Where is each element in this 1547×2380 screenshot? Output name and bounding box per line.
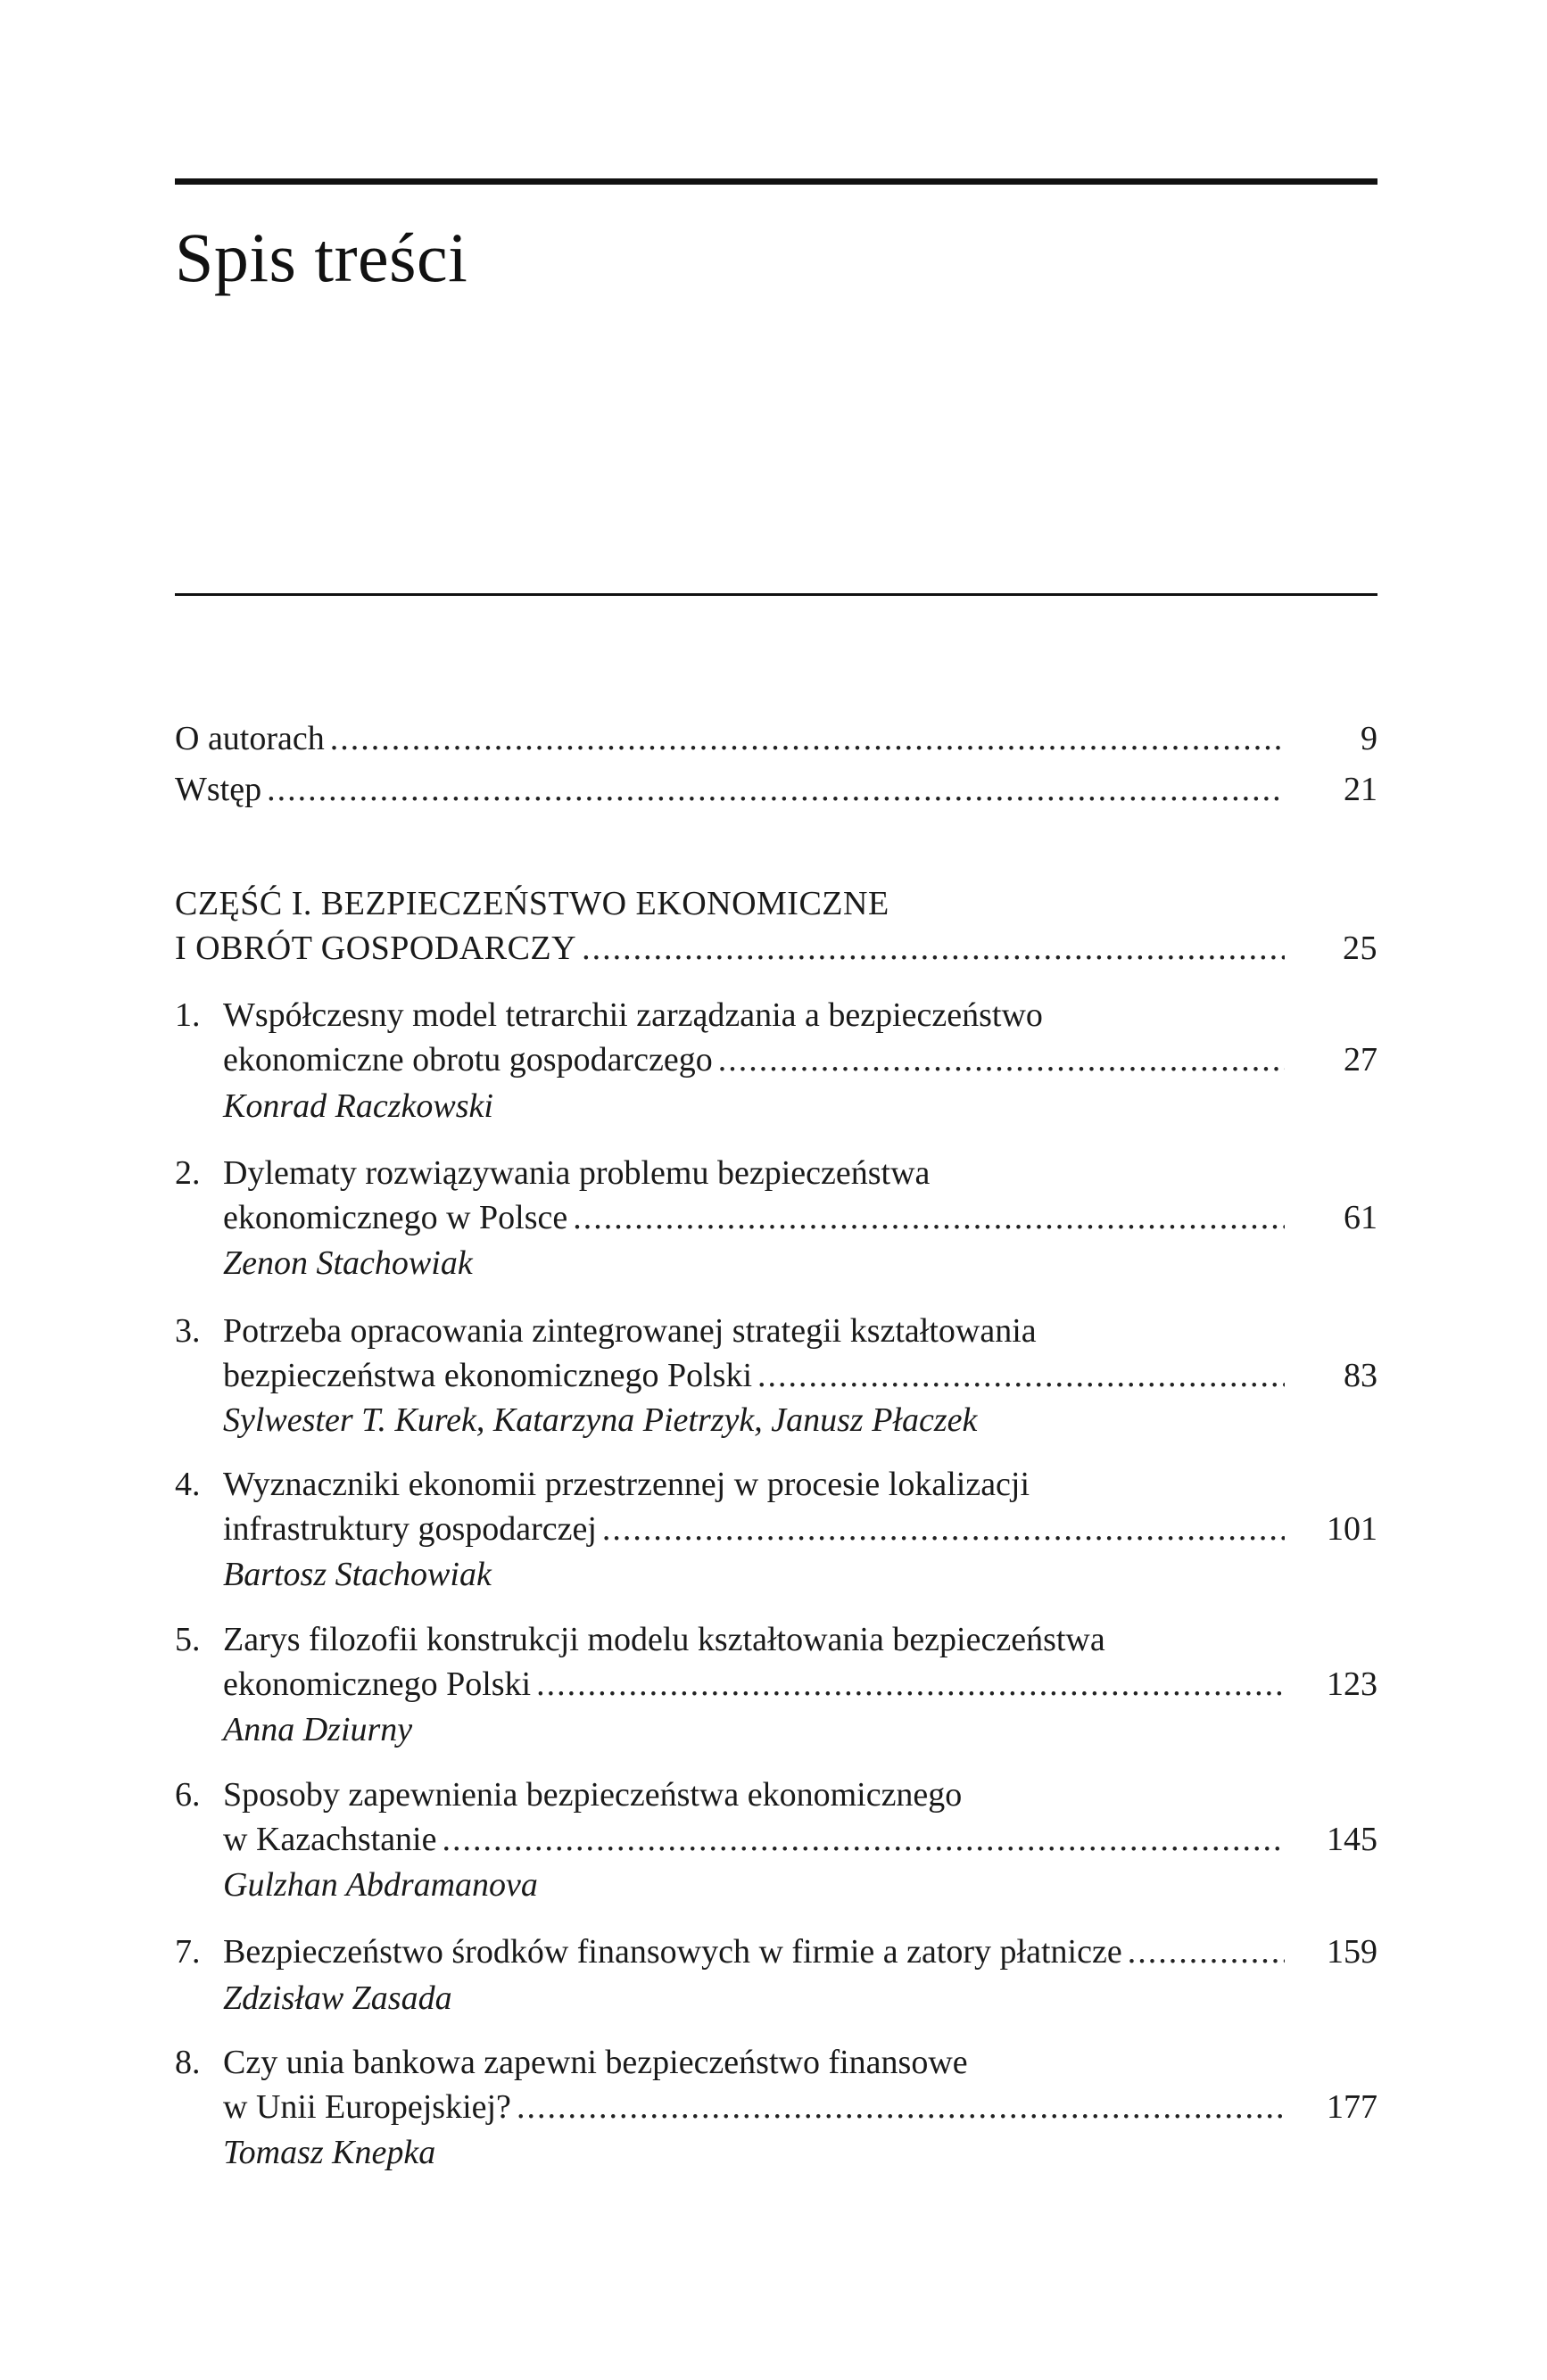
chapter-page: 61 [1344,1199,1377,1236]
chapter-title-line2-row [223,1040,1377,1087]
chapter-number: 2. [175,1154,201,1192]
chapter-title-line1: Sposoby zapewnienia bezpieczeństwa ekonomicznego [223,1776,963,1814]
chapter-title-line1: Zarys filozofii konstrukcji modelu kształtowania bezpieczeństwa [223,1621,1105,1658]
top-rule [175,178,1377,185]
chapter-number: 3. [175,1312,201,1350]
leader-dots [330,719,1285,758]
toc-entry-label: Wstęp [175,771,262,808]
chapter-page: 123 [1327,1665,1377,1703]
chapter-title-line2-row [223,1820,1377,1866]
toc-entry-label: O autorach [175,720,325,757]
chapter-author: Zenon Stachowiak [223,1244,473,1282]
leader-dots [536,1665,1285,1704]
toc-entry-part-1[interactable] [175,929,1377,975]
part-title-line1: CZĘŚĆ I. BEZPIECZEŃSTWO EKONOMICZNE [175,885,889,922]
chapter-author: Zdzisław Zasada [223,1979,452,2017]
chapter-title-line2: ekonomicznego Polski [223,1665,532,1703]
leader-dots [757,1356,1285,1395]
chapter-page: 27 [1344,1041,1377,1078]
chapter-title-line1: Bezpieczeństwo środków finansowych w firmie a zatory płatnicze [223,1933,1122,1971]
chapter-author: Bartosz Stachowiak [223,1556,492,1593]
chapter-title-line2-row [223,1198,1377,1244]
chapter-author: Anna Dziurny [223,1711,413,1748]
chapter-title-line2: infrastruktury gospodarczej [223,1510,597,1548]
chapter-title-line1: Współczesny model tetrarchii zarządzania a bezpieczeństwo [223,996,1043,1034]
leader-dots [267,770,1285,809]
chapter-number: 4. [175,1466,201,1503]
leader-dots [602,1509,1285,1549]
chapter-number: 6. [175,1776,201,1814]
chapter-title-line2: w Kazachstanie [223,1821,437,1858]
leader-dots [517,2087,1285,2127]
chapter-title-line2: ekonomicznego w Polsce [223,1199,568,1236]
toc-entry-o-autorach[interactable] [175,719,1377,765]
toc-entry-page: 25 [1343,930,1377,967]
toc-entry-wstep[interactable] [175,770,1377,816]
chapter-title-line1: Dylematy rozwiązywania problemu bezpieczeństwa [223,1154,931,1192]
chapter-author: Tomasz Knepka [223,2134,436,2171]
toc-entry-page: 21 [1344,771,1377,808]
section-rule [175,593,1377,596]
toc-entry-page: 9 [1361,720,1377,757]
chapter-title-line2-row [223,2087,1377,2134]
page-title: Spis treści [175,219,468,296]
chapter-title-line1-row [223,1932,1377,1979]
chapter-title-line2: ekonomiczne obrotu gospodarczego [223,1041,713,1078]
chapter-title-line2-row [223,1665,1377,1711]
chapter-number: 5. [175,1621,201,1658]
leader-dots [573,1198,1285,1237]
chapter-page: 177 [1327,2088,1377,2126]
chapter-page: 145 [1327,1821,1377,1858]
leader-dots [582,929,1285,968]
chapter-title-line1: Czy unia bankowa zapewni bezpieczeństwo finansowe [223,2044,968,2081]
leader-dots [443,1820,1286,1859]
chapter-author: Sylwester T. Kurek, Katarzyna Pietrzyk, Janusz Płaczek [223,1401,978,1439]
chapter-author: Gulzhan Abdramanova [223,1866,538,1904]
leader-dots [1128,1932,1285,1971]
chapter-title-line2-row [223,1509,1377,1556]
chapter-number: 8. [175,2044,201,2081]
leader-dots [718,1040,1285,1079]
chapter-author: Konrad Raczkowski [223,1087,493,1125]
chapter-number: 7. [175,1933,201,1971]
chapter-page: 159 [1327,1933,1377,1971]
chapter-title-line1: Potrzeba opracowania zintegrowanej strategii kształtowania [223,1312,1037,1350]
chapter-title-line2: w Unii Europejskiej? [223,2088,511,2126]
chapter-page: 101 [1327,1510,1377,1548]
chapter-title-line1: Wyznaczniki ekonomii przestrzennej w procesie lokalizacji [223,1466,1030,1503]
chapter-page: 83 [1344,1357,1377,1394]
chapter-title-line2: bezpieczeństwa ekonomicznego Polski [223,1357,753,1394]
part-title-line2: I OBRÓT GOSPODARCZY [175,930,577,967]
chapter-number: 1. [175,996,201,1034]
chapter-title-line2-row [223,1356,1377,1402]
